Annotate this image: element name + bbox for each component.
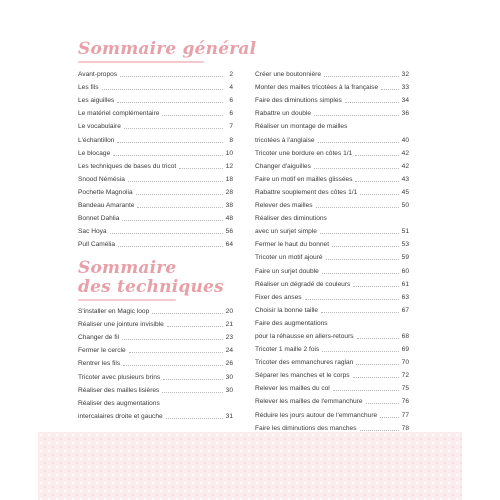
toc-entry bbox=[255, 210, 409, 223]
toc-entry-title: Faire un surjet double bbox=[255, 267, 319, 275]
toc-entry-title: intercalaires droite et gauche bbox=[78, 412, 163, 420]
toc-entry bbox=[78, 131, 233, 144]
toc-entry-page: 24 bbox=[225, 347, 233, 355]
toc-entry-page: 30 bbox=[225, 386, 233, 394]
toc-entry bbox=[255, 262, 409, 275]
dot-leader bbox=[162, 115, 223, 116]
toc-entry bbox=[255, 302, 409, 315]
toc-entry-page: 12 bbox=[225, 162, 233, 170]
toc-entry-title: Pull Camélia bbox=[78, 241, 116, 249]
toc-entry bbox=[255, 131, 409, 144]
dot-leader bbox=[320, 233, 399, 234]
dot-leader bbox=[316, 207, 399, 208]
dot-leader bbox=[360, 430, 399, 431]
toc-entry-title: Rabattre souplement des côtes 1/1 bbox=[255, 188, 358, 196]
toc-entry-title: Les fils bbox=[78, 84, 99, 92]
toc-entry-page: 30 bbox=[225, 373, 233, 381]
dot-leader bbox=[123, 365, 223, 366]
toc-entry bbox=[255, 354, 409, 367]
toc-entry-page: 34 bbox=[401, 97, 409, 105]
toc-entry-title: Monter des mailles tricotées à la française bbox=[255, 84, 379, 92]
dot-leader bbox=[380, 417, 399, 418]
dot-leader bbox=[124, 128, 223, 129]
toc-entry-page: 36 bbox=[401, 110, 409, 118]
toc-entry-title: Le vocabulaire bbox=[78, 123, 121, 131]
toc-entry-title: Réaliser un montage de mailles bbox=[255, 123, 348, 131]
toc-entry-page: 70 bbox=[401, 359, 409, 367]
toc-entry bbox=[78, 92, 233, 105]
toc-entry-title: Relever les mailles de l'emmanchure bbox=[255, 398, 363, 406]
heading-sommaire-general: Sommaire général bbox=[78, 39, 257, 59]
toc-entry bbox=[78, 197, 233, 210]
toc-entry-title: Faire un motif en mailles glissées bbox=[255, 175, 353, 183]
toc-entry-page: 26 bbox=[225, 360, 233, 368]
dot-leader bbox=[137, 207, 223, 208]
toc-entry-page: 4 bbox=[229, 84, 233, 92]
toc-entry-page: 43 bbox=[401, 175, 409, 183]
dot-leader bbox=[163, 379, 223, 380]
toc-entry-page: 10 bbox=[225, 149, 233, 157]
toc-entry bbox=[255, 171, 409, 184]
toc-entry-page: 7 bbox=[229, 123, 233, 131]
toc-entry-page: 45 bbox=[401, 188, 409, 196]
toc-entry bbox=[78, 79, 233, 92]
toc-entry-title: Le matériel complémentaire bbox=[78, 110, 160, 118]
toc-entry-page: 18 bbox=[225, 175, 233, 183]
dot-leader bbox=[305, 299, 399, 300]
toc-entry-page: 6 bbox=[229, 97, 233, 105]
toc-entry-title: Réaliser un dégradé de couleurs bbox=[255, 280, 351, 288]
dot-leader bbox=[353, 377, 399, 378]
toc-entry-title: Avant-propos bbox=[78, 71, 118, 79]
toc-entry bbox=[255, 197, 409, 210]
dot-leader bbox=[118, 246, 223, 247]
toc-entry-title: pour la réhausse en allers-retours bbox=[255, 332, 354, 340]
toc-entry bbox=[78, 158, 233, 171]
toc-entry bbox=[255, 276, 409, 289]
toc-entry-page: 53 bbox=[401, 241, 409, 249]
toc-entry-page: 8 bbox=[229, 136, 233, 144]
toc-entry-page: 77 bbox=[401, 411, 409, 419]
dot-leader bbox=[355, 155, 399, 156]
dot-leader bbox=[318, 142, 399, 143]
toc-general-list bbox=[78, 66, 233, 249]
dot-leader bbox=[357, 338, 399, 339]
dot-leader bbox=[110, 233, 223, 234]
toc-entry-title: Relever les mailles du col bbox=[255, 385, 330, 393]
toc-entry-title: Tricoter une bordure en côtes 1/1 bbox=[255, 149, 353, 157]
toc-entry bbox=[255, 158, 409, 171]
toc-entry bbox=[255, 236, 409, 249]
toc-entry bbox=[78, 210, 233, 223]
toc-techniques-right-list bbox=[255, 66, 409, 433]
dot-leader bbox=[128, 181, 223, 182]
dot-leader bbox=[360, 194, 399, 195]
toc-entry bbox=[255, 105, 409, 118]
toc-entry bbox=[78, 355, 233, 368]
toc-entry bbox=[255, 315, 409, 328]
toc-entry-title: Réaliser des diminutions bbox=[255, 215, 327, 223]
knit-pattern-band bbox=[38, 432, 462, 500]
dot-leader bbox=[366, 403, 399, 404]
toc-entry-page: 61 bbox=[401, 280, 409, 288]
dot-leader bbox=[179, 168, 223, 169]
toc-entry-title: Tricoter des emmanchures raglan bbox=[255, 359, 354, 367]
dot-leader bbox=[152, 313, 223, 314]
toc-entry-title: S'installer en Magic loop bbox=[78, 308, 150, 316]
toc-entry bbox=[78, 66, 233, 79]
toc-entry-title: Les aiguilles bbox=[78, 97, 115, 105]
toc-entry-title: Réaliser une jointure invisible bbox=[78, 321, 164, 329]
dot-leader bbox=[129, 352, 223, 353]
toc-entry bbox=[78, 382, 233, 395]
toc-entry-title: Réaliser des augmentations bbox=[78, 399, 160, 407]
dot-leader bbox=[326, 259, 399, 260]
dot-leader bbox=[113, 155, 223, 156]
toc-entry-title: Choisir la bonne taille bbox=[255, 306, 319, 314]
toc-entry-title: Les techniques de bases du tricot bbox=[78, 162, 177, 170]
toc-entry-title: Changer de fil bbox=[78, 334, 120, 342]
toc-entry bbox=[78, 303, 233, 316]
toc-entry-page: 75 bbox=[401, 385, 409, 393]
toc-entry bbox=[78, 171, 233, 184]
toc-entry-title: Le blocage bbox=[78, 149, 111, 157]
heading-sommaire-techniques: Sommaire des techniques bbox=[78, 258, 224, 297]
toc-entry-title: Faire des augmentations bbox=[255, 319, 328, 327]
toc-entry-page: 64 bbox=[225, 241, 233, 249]
toc-entry-page: 72 bbox=[401, 372, 409, 380]
heading-underline bbox=[78, 61, 204, 63]
toc-entry bbox=[255, 145, 409, 158]
toc-entry-title: Bandeau Amarante bbox=[78, 202, 135, 210]
toc-entry bbox=[255, 223, 409, 236]
dot-leader bbox=[345, 102, 399, 103]
dot-leader bbox=[120, 76, 223, 77]
dot-leader bbox=[102, 89, 223, 90]
dot-leader bbox=[322, 351, 399, 352]
toc-entry bbox=[255, 328, 409, 341]
heading-underline bbox=[78, 299, 176, 301]
toc-entry-title: Pochette Magnolia bbox=[78, 188, 133, 196]
toc-entry-title: tricotées à l'anglaise bbox=[255, 136, 315, 144]
toc-entry bbox=[255, 92, 409, 105]
dot-leader bbox=[355, 181, 399, 182]
toc-entry-title: L'échantillon bbox=[78, 136, 115, 144]
toc-entry-title: avec un surjet simple bbox=[255, 228, 317, 236]
toc-entry bbox=[78, 184, 233, 197]
toc-entry bbox=[255, 249, 409, 262]
dot-leader bbox=[381, 89, 399, 90]
toc-entry-page: 63 bbox=[401, 293, 409, 301]
dot-leader bbox=[314, 115, 399, 116]
toc-entry-title: Fermer le cercle bbox=[78, 347, 126, 355]
toc-entry-page: 31 bbox=[225, 412, 233, 420]
toc-entry bbox=[255, 393, 409, 406]
toc-entry-page: 67 bbox=[401, 306, 409, 314]
toc-entry-page: 59 bbox=[401, 254, 409, 262]
toc-entry-title: Bonnet Dahlia bbox=[78, 215, 120, 223]
toc-entry-title: Tricoter un motif ajouré bbox=[255, 254, 323, 262]
toc-entry-page: 28 bbox=[225, 188, 233, 196]
toc-entry bbox=[255, 118, 409, 131]
toc-entry-page: 56 bbox=[225, 228, 233, 236]
toc-entry bbox=[255, 79, 409, 92]
toc-entry bbox=[255, 66, 409, 79]
toc-entry bbox=[255, 367, 409, 380]
toc-entry bbox=[78, 236, 233, 249]
toc-entry bbox=[78, 342, 233, 355]
dot-leader bbox=[353, 286, 399, 287]
toc-entry-title: Faire les diminutions des manches bbox=[255, 424, 357, 432]
toc-entry-title: Sac Hoya bbox=[78, 228, 107, 236]
toc-entry-title: Créer une boutonnière bbox=[255, 71, 321, 79]
dot-leader bbox=[332, 246, 399, 247]
dot-leader bbox=[314, 168, 399, 169]
toc-entry-page: 78 bbox=[401, 424, 409, 432]
dot-leader bbox=[356, 364, 399, 365]
toc-entry-page: 50 bbox=[401, 202, 409, 210]
toc-entry-page: 20 bbox=[225, 308, 233, 316]
dot-leader bbox=[117, 142, 223, 143]
toc-entry-page: 6 bbox=[229, 110, 233, 118]
toc-entry bbox=[255, 341, 409, 354]
dot-leader bbox=[117, 102, 223, 103]
dot-leader bbox=[321, 312, 399, 313]
dot-leader bbox=[122, 339, 223, 340]
toc-entry-title: Relever des mailles bbox=[255, 202, 313, 210]
toc-entry bbox=[255, 184, 409, 197]
toc-entry-title: Séparer les manches et le corps bbox=[255, 372, 350, 380]
toc-entry bbox=[78, 105, 233, 118]
toc-entry-title: Réaliser des mailles lisières bbox=[78, 386, 160, 394]
toc-entry-page: 76 bbox=[401, 398, 409, 406]
toc-entry-page: 42 bbox=[401, 162, 409, 170]
toc-entry bbox=[78, 408, 233, 421]
toc-entry bbox=[255, 420, 409, 433]
toc-entry-page: 40 bbox=[401, 136, 409, 144]
toc-entry bbox=[78, 395, 233, 408]
toc-entry-page: 23 bbox=[225, 334, 233, 342]
toc-entry-page: 69 bbox=[401, 346, 409, 354]
toc-entry bbox=[78, 368, 233, 381]
toc-entry-page: 42 bbox=[401, 149, 409, 157]
toc-entry-page: 33 bbox=[401, 84, 409, 92]
toc-entry-title: Tricoter avec plusieurs brins bbox=[78, 373, 161, 381]
dot-leader bbox=[324, 76, 399, 77]
toc-entry-page: 60 bbox=[401, 267, 409, 275]
toc-entry bbox=[255, 406, 409, 419]
toc-entry-page: 21 bbox=[225, 321, 233, 329]
dot-leader bbox=[167, 326, 223, 327]
toc-entry bbox=[78, 223, 233, 236]
toc-entry-page: 32 bbox=[401, 71, 409, 79]
toc-entry bbox=[255, 380, 409, 393]
toc-entry bbox=[255, 289, 409, 302]
toc-entry-title: Tricoter 1 maille 2 fois bbox=[255, 346, 320, 354]
dot-leader bbox=[122, 220, 223, 221]
dot-leader bbox=[162, 392, 223, 393]
toc-entry-title: Changer d'aiguilles bbox=[255, 162, 311, 170]
toc-entry-page: 48 bbox=[225, 215, 233, 223]
toc-entry-title: Réduire les jours autour de l'emmanchure bbox=[255, 411, 378, 419]
dot-leader bbox=[322, 273, 399, 274]
toc-entry-title: Fermer le haut du bonnet bbox=[255, 241, 330, 249]
toc-entry bbox=[78, 316, 233, 329]
toc-entry bbox=[78, 329, 233, 342]
toc-entry-page: 38 bbox=[225, 202, 233, 210]
toc-techniques-left-list bbox=[78, 303, 233, 421]
toc-entry-title: Rentrer les fils bbox=[78, 360, 121, 368]
toc-entry bbox=[78, 118, 233, 131]
dot-leader bbox=[136, 194, 223, 195]
toc-entry-title: Rabattre un double bbox=[255, 110, 312, 118]
toc-entry-title: Snood Némésia bbox=[78, 175, 125, 183]
toc-entry-page: 2 bbox=[229, 71, 233, 79]
dot-leader bbox=[333, 390, 399, 391]
toc-entry-title: Faire des diminutions simples bbox=[255, 97, 342, 105]
toc-entry-page: 68 bbox=[401, 332, 409, 340]
toc-entry bbox=[78, 145, 233, 158]
dot-leader bbox=[166, 418, 223, 419]
toc-entry-title: Fixer des anses bbox=[255, 293, 302, 301]
toc-entry-page: 51 bbox=[401, 228, 409, 236]
